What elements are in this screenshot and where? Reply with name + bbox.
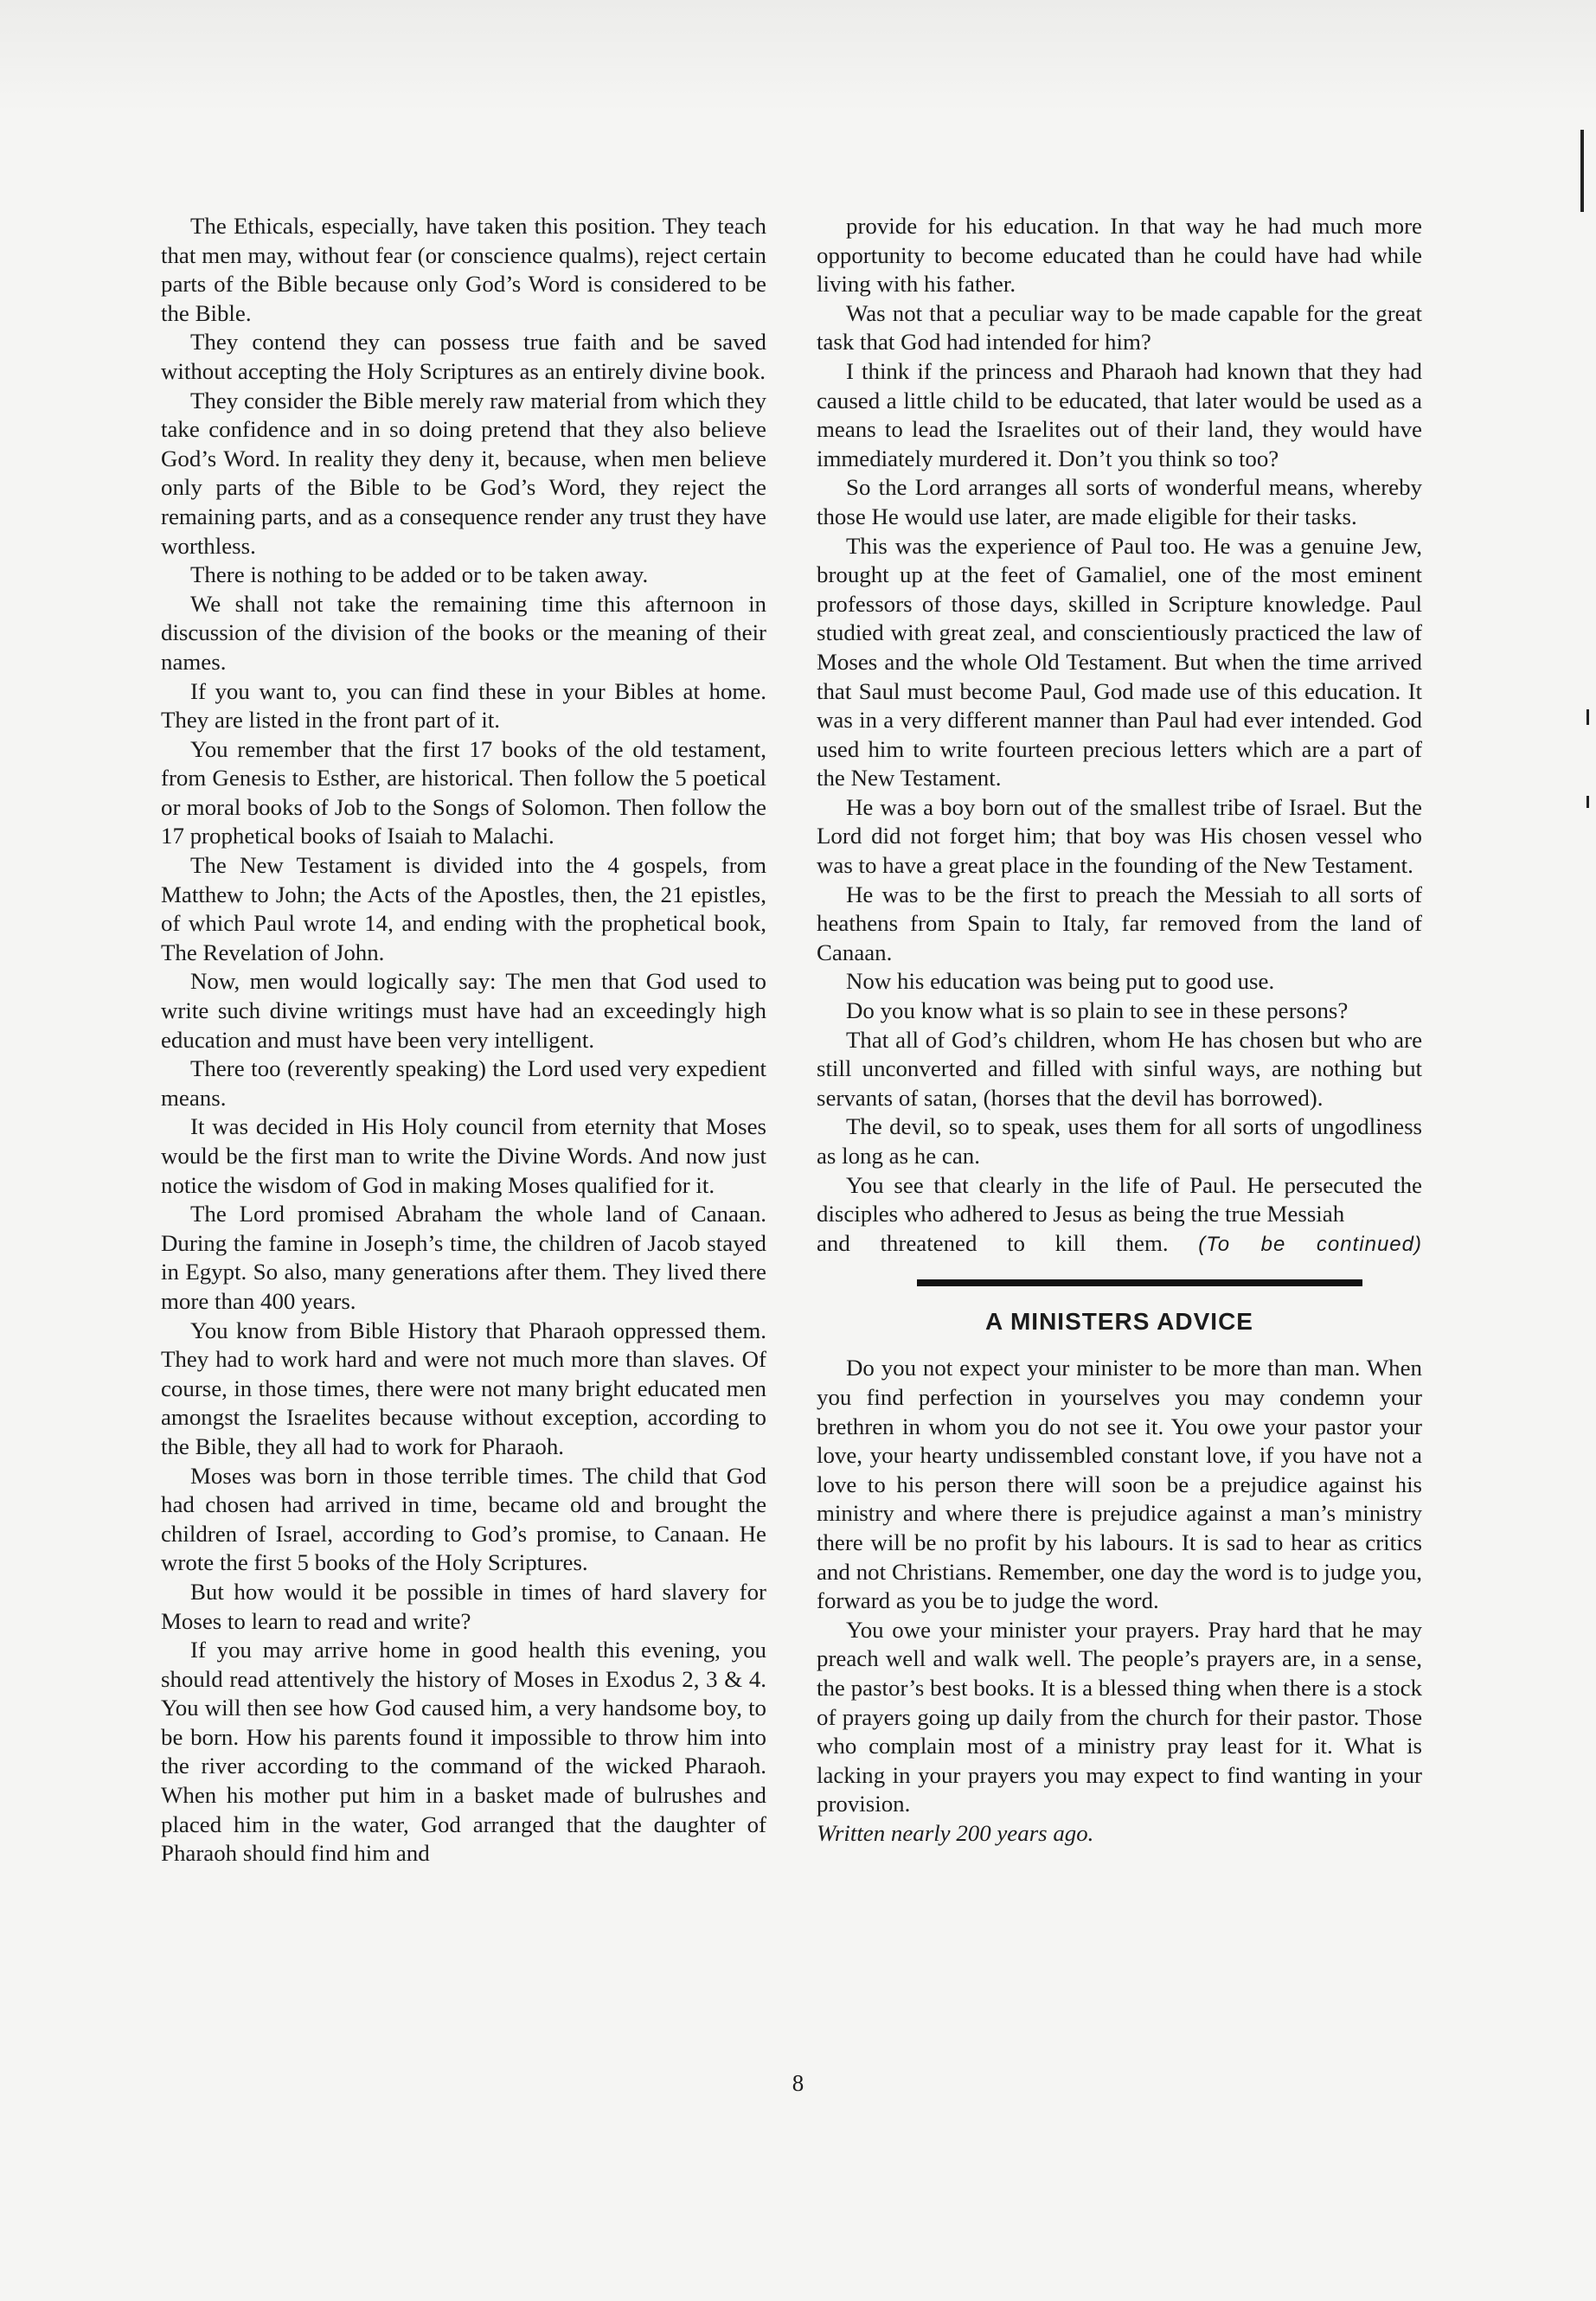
to-be-continued: (To be continued) <box>1198 1232 1422 1256</box>
paragraph: If you want to, you can find these in your Bibles at home. They are listed in the front part of it. <box>161 677 766 734</box>
advice-heading: A MINISTERS ADVICE <box>985 1308 1253 1336</box>
paragraph: They consider the Bible merely raw material from which they take confidence and in so doing pretend that they also believe God’s Word. In reality they deny it, because, when men believe only parts of the Bible to be God’s Word, they reject the remaining parts, and as a consequence render any trust they have worthless. <box>161 387 766 559</box>
scan-edge-mark <box>1586 709 1589 725</box>
paragraph: You see that clearly in the life of Paul. He persecuted the disciples who adhered to Jesus as being the true Messiah <box>817 1171 1422 1227</box>
paragraph: That all of God’s children, whom He has chosen but who are still unconverted and filled with sinful ways, are nothing but servants of satan, (horses that the devil has borrowed). <box>817 1026 1422 1111</box>
paragraph: Now his education was being put to good use. <box>846 968 1275 995</box>
section-divider <box>917 1279 1362 1286</box>
page-number: 8 <box>792 2070 804 2096</box>
paragraph: Do you not expect your minister to be more than man. When you find perfection in yourselves you may condemn your brethren in whom you do not see it. You owe your pastor your love, your hearty undissembled constant love, if you have not a love to his person there will soon be a prejudice against his ministry and where there is prejudice against a man’s ministry there will be no profit by his labours. It is sad to hear as critics and not Christians. Remember, one day the word is to judge you, forward as you be to judge the word. <box>817 1355 1422 1614</box>
paragraph: You remember that the first 17 books of the old testament, from Genesis to Esther, are historical. Then follow the 5 poetical or moral books of Job to the Songs of Solomon. Then follow the 17 prophetical books of Isaiah to Malachi. <box>161 735 766 849</box>
paragraph: We shall not take the remaining time this afternoon in discussion of the division of the books or the meaning of their names. <box>161 590 766 675</box>
scan-top-shade <box>0 0 1596 112</box>
paragraph: If you may arrive home in good health this evening, you should read attentively the history of Moses in Exodus 2, 3 & 4. You will then see how God caused him, a very handsome boy, to be born. How his parents found it impossible to throw him into the river according to the command of the wicked Pharaoh. When his mother put him in a basket made of bulrushes and placed him in the water, God arranged that the daughter of Pharaoh should find him and <box>161 1637 766 1867</box>
scan-edge-mark <box>1586 796 1589 808</box>
advice-section <box>817 1354 1422 1848</box>
paragraph: There too (reverently speaking) the Lord used very expedient means. <box>161 1055 766 1111</box>
paragraph: So the Lord arranges all sorts of wonderful means, whereby those He would use later, are made eligible for their tasks. <box>817 474 1422 529</box>
paragraph: Was not that a peculiar way to be made capable for the great task that God had intended for him? <box>817 299 1422 356</box>
paragraph: The New Testament is divided into the 4 gospels, from Matthew to John; the Acts of the Apostles, then, the 21 epistles, of which Paul wrote 14, and ending with the prophetical book, The Revelation of John. <box>161 852 766 965</box>
paragraph: There is nothing to be added or to be taken away. <box>190 561 649 588</box>
paragraph: He was to be the first to preach the Messiah to all sorts of heathens from Spain to Italy, far removed from the land of Canaan. <box>817 881 1422 965</box>
advice-signoff: Written nearly 200 years ago. <box>817 1819 1094 1846</box>
paragraph: This was the experience of Paul too. He was a genuine Jew, brought up at the feet of Gamaliel, one of the most eminent professors of those days, skilled in Scripture knowledge. Paul studied with great zeal, and conscientiously practiced the law of Moses and the whole Old Testament. But when the time arrived that Saul must become Paul, God made use of this education. It was in a very different manner than Paul had ever intended. God used him to write fourteen precious letters which are a part of the New Testament. <box>817 532 1422 792</box>
paragraph: Moses was born in those terrible times. The child that God had chosen had arrived in time, became old and brought the children of Israel, according to God’s promise, to Canaan. He wrote the first 5 books of the Holy Scriptures. <box>161 1462 766 1576</box>
continued-line <box>817 1229 1422 1259</box>
paragraph: provide for his education. In that way he had much more opportunity to become educated than he could have had while living with his father. <box>817 213 1422 298</box>
paragraph: You know from Bible History that Pharaoh oppressed them. They had to work hard and were not much more than slaves. Of course, in those times, there were not many bright educated men amongst the Israelites because without exception, according to the Bible, they all had to work for Pharaoh. <box>161 1317 766 1459</box>
right-column <box>817 212 1422 1848</box>
paragraph: You owe your minister your prayers. Pray hard that he may preach well and walk well. The people’s prayers are, in a sense, the pastor’s best books. It is a blessed thing when there is a stock of prayers going up daily from the church for their pastor. Those who complain most of a ministry pray least for it. What is lacking in your prayers you may expect to find wanting in your provision. <box>817 1616 1422 1817</box>
paragraph: I think if the princess and Pharaoh had known that they had caused a little child to be educated, that later would be used as a means to lead the Israelites out of their land, they would have immediately murdered it. Don’t you think so too? <box>817 357 1422 471</box>
paragraph: They contend they can possess true faith and be saved without accepting the Holy Scriptures as an entirely divine book. <box>161 329 766 384</box>
paragraph: The devil, so to speak, uses them for all sorts of ungodliness as long as he can. <box>817 1113 1422 1169</box>
paragraph: Now, men would logically say: The men that God used to write such divine writings must have had an exceedingly high education and must have been very intelligent. <box>161 968 766 1053</box>
last-line-text: and threatened to kill them. <box>817 1229 1169 1256</box>
paragraph: But how would it be possible in times of hard slavery for Moses to learn to read and write? <box>161 1578 766 1634</box>
paragraph: The Lord promised Abraham the whole land of Canaan. During the famine in Joseph’s time, the children of Jacob stayed in Egypt. So also, many generations after them. They lived there more than 400 years. <box>161 1201 766 1314</box>
paragraph: The Ethicals, especially, have taken this position. They teach that men may, without fear (or conscience qualms), reject certain parts of the Bible because only God’s Word is considered to be the Bible. <box>161 213 766 326</box>
paragraph: Do you know what is so plain to see in these persons? <box>846 997 1349 1024</box>
left-column <box>161 212 766 1868</box>
scan-edge-mark <box>1580 130 1584 212</box>
paragraph: It was decided in His Holy council from eternity that Moses would be the first man to write the Divine Words. And now just notice the wisdom of God in making Moses qualified for it. <box>161 1113 766 1198</box>
paragraph: He was a boy born out of the smallest tribe of Israel. But the Lord did not forget him; that boy was His chosen vessel who was to have a great place in the founding of the New Testament. <box>817 793 1422 879</box>
